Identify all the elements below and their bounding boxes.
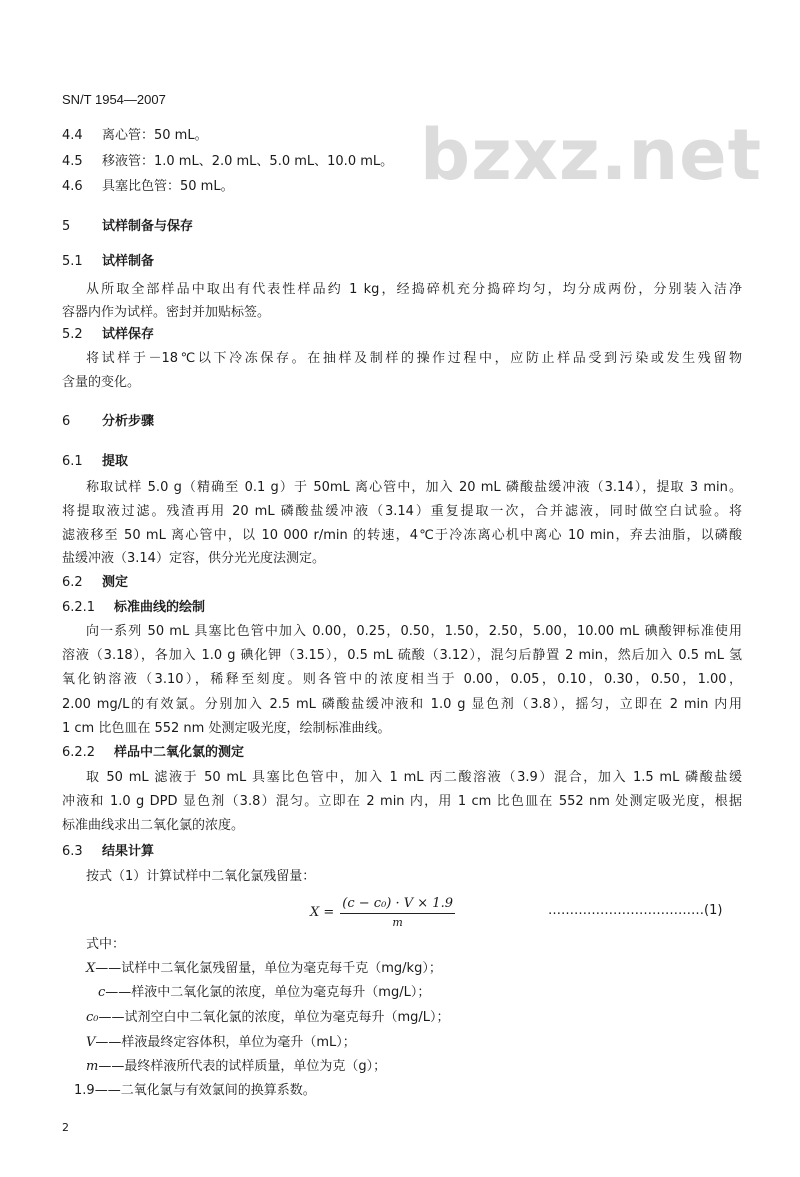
- heading-title: 测定: [102, 575, 129, 590]
- formula-intro: 按式（1）计算试样中二氧化氯残留量：: [86, 869, 316, 884]
- para-line: 将试样于－18℃以下冷冻保存。在抽样及制样的操作过程中，应防止样品受到污染或发生残留物: [86, 351, 742, 366]
- heading-num: 6.3: [62, 844, 83, 859]
- heading-title: 试样制备与保存: [102, 219, 194, 234]
- para-line: 容器内作为试样。密封并加贴标签。: [62, 305, 271, 320]
- heading-num: 5.1: [62, 254, 83, 269]
- item-4-5: [62, 153, 393, 171]
- formula-1: [310, 896, 455, 929]
- leader-dots: ………………………………: [548, 903, 704, 918]
- heading-num: 6: [62, 414, 71, 429]
- para-line: 含量的变化。: [62, 375, 141, 390]
- formula-lhs: X =: [310, 905, 335, 920]
- heading-title: 试样保存: [102, 327, 155, 342]
- formula-fraction: [340, 896, 455, 929]
- para-line: 2.00 mg/L的有效氯。分别加入 2.5 mL 磷酸盐缓冲液和 1.0 g 显色剂（3.8），摇匀，立即在 2 min 内用: [62, 697, 742, 712]
- para-line: 从所取全部样品中取出有代表性样品约 1 kg，经捣碎机充分捣碎均匀，均分成两份，分别装入洁净: [86, 282, 742, 297]
- item-text: 离心管：50 mL。: [102, 128, 208, 143]
- heading-title: 标准曲线的绘制: [114, 600, 206, 615]
- heading-title: 样品中二氧化氯的测定: [114, 745, 245, 760]
- section-6-1-heading: [62, 453, 128, 471]
- symbol: m: [86, 1059, 99, 1074]
- definition-X: [86, 960, 442, 978]
- formula-denominator: m: [392, 916, 403, 929]
- symbol: c: [98, 985, 106, 1000]
- definition-text: ——二氧化氯与有效氯间的换算系数。: [94, 1083, 316, 1098]
- heading-title: 试样制备: [102, 254, 155, 269]
- heading-num: 6.2.1: [62, 600, 96, 615]
- para-line: 氧化钠溶液（3.10），稀释至刻度。则各管中的浓度相当于 0.00，0.05，0.10，0.30，0.50，1.00，: [62, 672, 742, 687]
- section-6-2-heading: [62, 574, 128, 592]
- section-6-3-heading: [62, 843, 154, 861]
- definition-c: [98, 984, 430, 1002]
- definition-c0: [86, 1009, 450, 1027]
- heading-title: 分析步骤: [102, 414, 155, 429]
- heading-num: 6.2.2: [62, 745, 96, 760]
- section-6-2-1-heading: [62, 599, 205, 617]
- para-line: 称取试样 5.0 g（精确至 0.1 g）于 50mL 离心管中，加入 20 mL 磷酸盐缓冲液（3.14），提取 3 min。: [86, 480, 742, 495]
- formula-number: [548, 902, 722, 920]
- definition-text: ——试剂空白中二氧化氯的浓度，单位为毫克每升（mg/L）；: [98, 1010, 450, 1025]
- definition-text: ——样液中二氧化氯的浓度，单位为毫克每升（mg/L）；: [105, 985, 431, 1000]
- definition-text: ——样液最终定容体积，单位为毫升（mL）；: [95, 1035, 356, 1050]
- para-line: 取 50 mL 滤液于 50 mL 具塞比色管中，加入 1 mL 丙二酸溶液（3.9）混合，加入 1.5 mL 磷酸盐缓: [86, 770, 742, 785]
- para-line: 滤液移至 50 mL 离心管中，以 10 000 r/min 的转速，4℃于冷冻离心机中离心 10 min，弃去油脂，以磷酸: [62, 528, 742, 543]
- item-4-6: [62, 178, 234, 196]
- section-6-2-2-heading: [62, 744, 244, 762]
- symbol: X: [86, 961, 96, 976]
- heading-num: 6.2: [62, 575, 83, 590]
- definition-V: [86, 1034, 356, 1052]
- doc-header: SN/T 1954—2007: [62, 92, 166, 107]
- heading-title: 提取: [102, 454, 129, 469]
- item-4-4: [62, 127, 208, 145]
- para-line: 冲液和 1.0 g DPD 显色剂（3.8）混匀。立即在 2 min 内，用 1 cm 比色皿在 552 nm 处测定吸光度，根据: [62, 794, 742, 809]
- item-num: 4.6: [62, 179, 83, 194]
- item-num: 4.4: [62, 128, 83, 143]
- equation-label: (1): [704, 903, 723, 918]
- item-text: 移液管：1.0 mL、2.0 mL、5.0 mL、10.0 mL。: [102, 154, 394, 169]
- section-5-1-heading: [62, 253, 154, 271]
- where-label: 式中：: [86, 937, 126, 952]
- heading-num: 5.2: [62, 327, 83, 342]
- symbol: c₀: [86, 1010, 99, 1025]
- section-5-heading: [62, 218, 193, 236]
- watermark: bzxz.net: [420, 114, 763, 196]
- heading-num: 6.1: [62, 454, 83, 469]
- definition-text: ——试样中二氧化氯残留量，单位为毫克每千克（mg/kg）；: [95, 961, 442, 976]
- symbol: 1.9: [74, 1083, 95, 1098]
- heading-num: 5: [62, 219, 71, 234]
- para-line: 将提取液过滤。残渣再用 20 mL 磷酸盐缓冲液（3.14）重复提取一次，合并滤液，同时做空白试验。将: [62, 504, 742, 519]
- section-6-heading: [62, 413, 154, 431]
- heading-title: 结果计算: [102, 844, 155, 859]
- symbol: V: [86, 1035, 96, 1050]
- item-text: 具塞比色管：50 mL。: [102, 179, 234, 194]
- definition-factor: [74, 1082, 316, 1100]
- para-line: 向一系列 50 mL 具塞比色管中加入 0.00，0.25，0.50，1.50，2.50，5.00，10.00 mL 碘酸钾标准使用: [86, 624, 742, 639]
- para-line: 标准曲线求出二氧化氯的浓度。: [62, 818, 245, 833]
- definition-text: ——最终样液所代表的试样质量，单位为克（g）；: [98, 1059, 387, 1074]
- formula-numerator: (c − c₀) · V × 1.9: [340, 896, 455, 914]
- para-line: 1 cm 比色皿在 552 nm 处测定吸光度，绘制标准曲线。: [62, 721, 391, 736]
- para-line: 溶液（3.18），各加入 1.0 g 碘化钾（3.15），0.5 mL 硫酸（3.12），混匀后静置 2 min，然后加入 0.5 mL 氢: [62, 648, 742, 663]
- definition-m: [86, 1058, 386, 1076]
- page-number: 2: [62, 1121, 69, 1134]
- item-num: 4.5: [62, 154, 83, 169]
- para-line: 盐缓冲液（3.14）定容，供分光光度法测定。: [62, 551, 325, 566]
- section-5-2-heading: [62, 326, 154, 344]
